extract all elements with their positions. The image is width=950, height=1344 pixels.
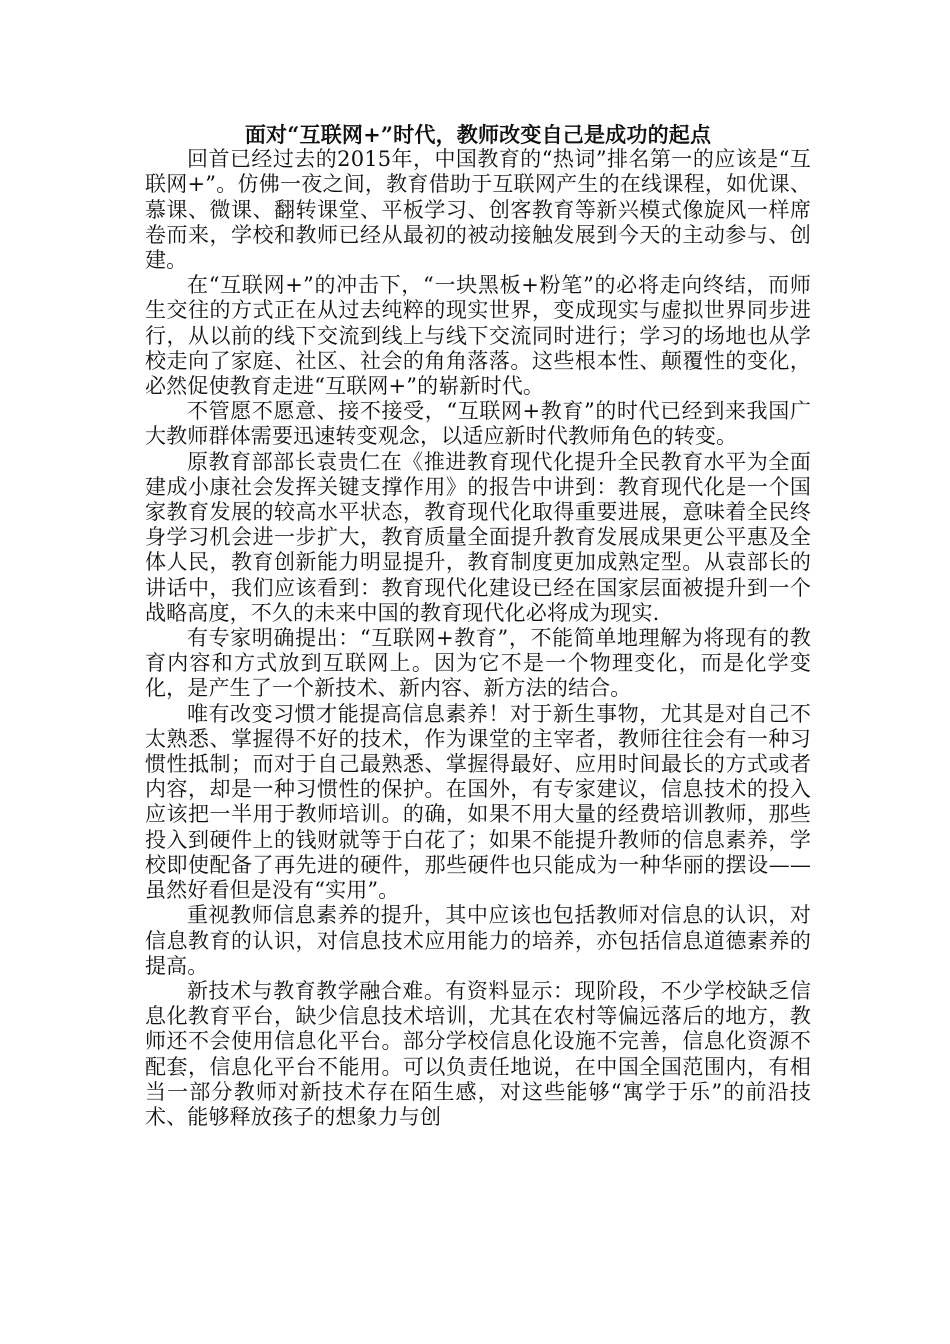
paragraph-7: 重视教师信息素养的提升，其中应该也包括教师对信息的认识，对信息教育的认识，对信息技术应用能力的培养，亦包括信息道德素养的提高。 — [145, 903, 811, 978]
paragraph-3: 不管愿不愿意、接不接受，“互联网+教育”的时代已经到来我国广大教师群体需要迅速转变观念，以适应新时代教师角色的转变。 — [145, 399, 811, 449]
paragraph-4: 原教育部部长袁贵仁在《推进教育现代化提升全民教育水平为全面建成小康社会发挥关键支撑作用》的报告中讲到：教育现代化是一个国家教育发展的较高水平状态，教育现代化取得重要进展，意味着全民终身学习机会进一步扩大，教育质量全面提升教育发展成果更公平惠及全体人民，教育创新能力明显提升，教育制度更加成熟定型。从袁部长的讲话中，我们应该看到：教育现代化建设已经在国家层面被提升到一个战略高度，不久的未来中国的教育现代化必将成为现实. — [145, 449, 811, 625]
document-title: 面对“互联网+”时代，教师改变自己是成功的起点 — [244, 122, 712, 147]
paragraph-8: 新技术与教育教学融合难。有资料显示：现阶段，不少学校缺乏信息化教育平台，缺少信息技术培训，尤其在农村等偏远落后的地方，教师还不会使用信息化平台。部分学校信息化设施不完善，信息化资源不配套，信息化平台不能用。可以负责任地说，在中国全国范围内，有相当一部分教师对新技术存在陌生感，对这些能够“寓学于乐”的前沿技术、能够释放孩子的想象力与创 — [145, 978, 811, 1129]
paragraph-1: 回首已经过去的2015年，中国教育的“热词”排名第一的应该是“互联网+”。仿佛一夜之间，教育借助于互联网产生的在线课程，如优课、慕课、微课、翻转课堂、平板学习、创客教育等新兴模式像旋风一样席卷而来，学校和教师已经从最初的被动接触发展到今天的主动参与、创建。 — [145, 147, 811, 273]
document-page — [145, 122, 811, 1130]
paragraph-5: 有专家明确提出：“互联网+教育”，不能简单地理解为将现有的教育内容和方式放到互联网上。因为它不是一个物理变化，而是化学变化，是产生了一个新技术、新内容、新方法的结合。 — [145, 626, 811, 701]
paragraph-6: 唯有改变习惯才能提高信息素养！对于新生事物，尤其是对自己不太熟悉、掌握得不好的技术，作为课堂的主宰者，教师往往会有一种习惯性抵制；而对于自己最熟悉、掌握得最好、应用时间最长的方式或者内容，却是一种习惯性的保护。在国外，有专家建议，信息技术的投入应该把一半用于教师培训。的确，如果不用大量的经费培训教师，那些投入到硬件上的钱财就等于白花了；如果不能提升教师的信息素养，学校即使配备了再先进的硬件，那些硬件也只能成为一种华丽的摆设——虽然好看但是没有“实用”。 — [145, 701, 811, 903]
paragraph-2: 在“互联网+”的冲击下，“一块黑板+粉笔”的必将走向终结，而师生交往的方式正在从过去纯粹的现实世界，变成现实与虚拟世界同步进行，从以前的线下交流到线上与线下交流同时进行；学习的场地也从学校走向了家庭、社区、社会的角角落落。这些根本性、颠覆性的变化，必然促使教育走进“互联网+”的崭新时代。 — [145, 273, 811, 399]
